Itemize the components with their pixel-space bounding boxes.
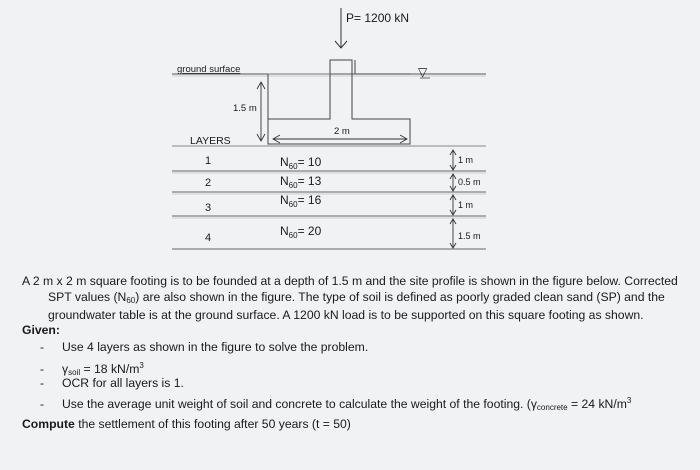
compute-instruction: Compute the settlement of this footing after 50 years (t = 50) [22, 417, 351, 431]
load-label: P= 1200 kN [346, 11, 410, 25]
given-item-ocr: - OCR for all layers is 1. [40, 376, 184, 390]
thickness-label: 1 m [458, 200, 474, 210]
layer-number: 2 [205, 177, 212, 189]
depth-label: 1.5 m [233, 103, 257, 114]
problem-line-3: groundwater table is at the ground surface. A 1200 kN load is to be supported on this square footing as shown. [48, 308, 644, 322]
layer-number: 3 [205, 202, 212, 214]
layer-number: 4 [205, 232, 212, 244]
problem-line-2: SPT values $(N_{60})$ are also shown in the figure. The type of soil is defined as poorly graded clean sand (SP) and the [48, 289, 665, 305]
thickness-dimension-layer-3 [450, 195, 456, 215]
layer-number: 1 [205, 155, 212, 167]
layer-n60: $N_{60}= 20$ [280, 224, 322, 240]
given-item-layers: - Use 4 layers as shown in the figure to solve the problem. [40, 340, 369, 354]
problem-line-1: A 2 m x 2 m square footing is to be founded at a depth of 1.5 m and the site profile is shown in the figure below. Corrected [22, 274, 678, 288]
layer-n60: $N_{60}= 16$ [280, 193, 322, 209]
layers-header: LAYERS [190, 135, 231, 147]
given-item-gamma-soil: - $\gamma_{soil} = 18$ $kN/m^3$ [40, 361, 144, 377]
thickness-label: 1 m [458, 155, 474, 165]
thickness-label: 1.5 m [458, 231, 481, 241]
thickness-dimension-layer-1 [450, 150, 456, 170]
thickness-dimension-layer-2 [450, 174, 456, 191]
given-label: Given: [22, 323, 60, 337]
width-label: 2 m [334, 126, 350, 137]
thickness-dimension-layer-4 [450, 219, 456, 248]
layer-n60: $N_{60}= 13$ [280, 174, 322, 190]
given-item-unit-weight: - Use the average unit weight of soil and concrete to calculate the weight of the footing. ($\gamma_{concrete} = 24$ $kN/m^3$ [40, 396, 632, 412]
layer-n60: $N_{60}= 10$ [280, 155, 322, 171]
problem-statement [22, 274, 682, 324]
thickness-label: 0.5 m [458, 177, 481, 187]
water-table-symbol: ▽ [418, 65, 428, 79]
ground-surface-label: ground surface [177, 64, 241, 75]
